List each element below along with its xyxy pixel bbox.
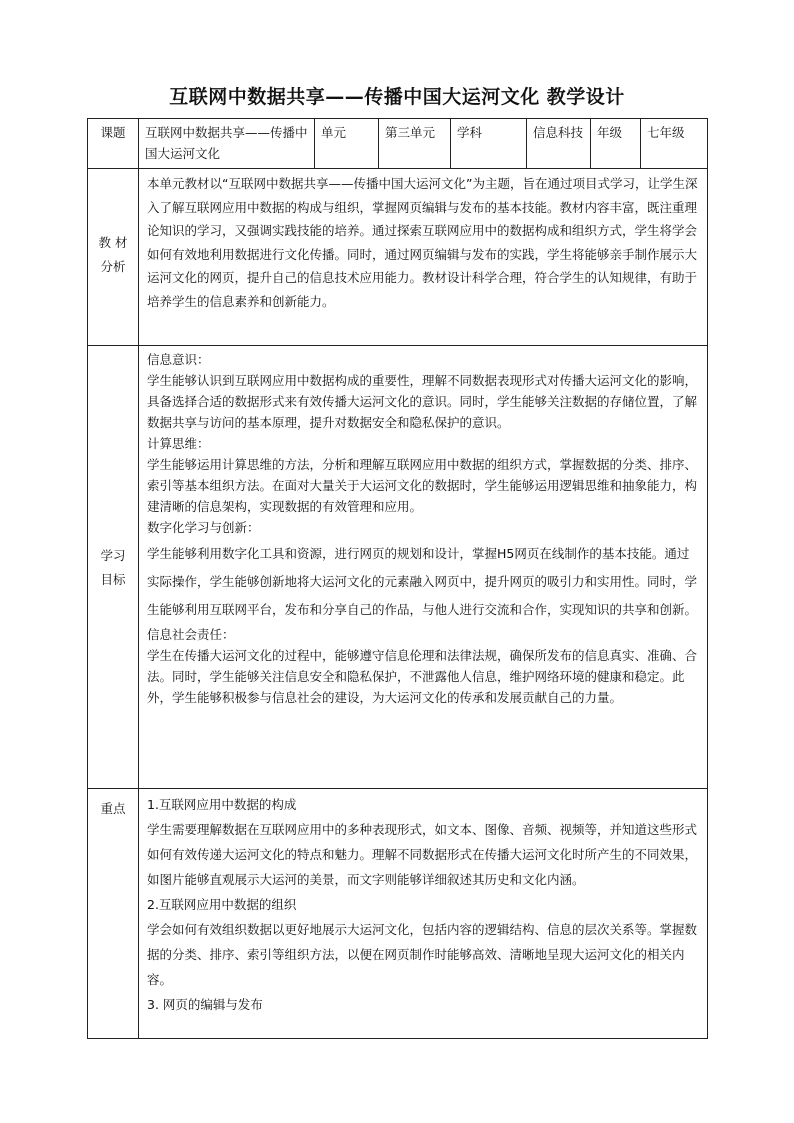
keypoint-text-2: 学会如何有效组织数据以更好地展示大运河文化，包括内容的逻辑结构、信息的层次关系等。掌握数据的分类、排序、索引等组织方法，以便在网页制作时能够高效、清晰地呈现大运河文化的相关内容。 [147, 922, 698, 987]
analysis-label [88, 169, 139, 346]
unit-label: 单元 [315, 119, 379, 169]
subject-value: 信息科技 [527, 119, 591, 169]
keypoint-heading-3: 3. 网页的编辑与发布 [147, 997, 263, 1012]
keypoint-heading-1: 1.互联网应用中数据的构成 [147, 797, 297, 812]
lesson-plan-table [87, 118, 708, 1039]
objective-heading-computing: 计算思维： [147, 436, 210, 451]
keypoint-text-1: 学生需要理解数据在互联网应用中的多种表现形式，如文本、图像、音频、视频等，并知道这些形式如何有效传递大运河文化的特点和魅力。理解不同数据形式在传播大运河文化时所产生的不同效果，如图片能够直观展示大运河的美景，而文字则能够详细叙述其历史和文化内涵。 [147, 822, 698, 887]
objective-text-computing: 学生能够运用计算思维的方法，分析和理解互联网应用中数据的组织方式，掌握数据的分类、排序、索引等基本组织方法。在面对大量关于大运河文化的数据时，学生能够运用逻辑思维和抽象能力，构建清晰的信息架构，实现数据的有效管理和应用。 [147, 457, 698, 514]
analysis-text: 本单元教材以“互联网中数据共享——传播中国大运河文化”为主题，旨在通过项目式学习，让学生深入了解互联网应用中数据的构成与组织，掌握网页编辑与发布的基本技能。教材内容丰富，既注重理论知识的学习，又强调实践技能的培养。通过探索互联网应用中的数据构成和组织方式，学生将学会如何有效地利用数据进行文化传播。同时，通过网页编辑与发布的实践，学生将能够亲手制作展示大运河文化的网页，提升自己的信息技术应用能力。教材设计科学合理，符合学生的认知规律，有助于培养学生的信息素养和创新能力。 [147, 176, 698, 309]
objectives-label [88, 346, 139, 789]
unit-value: 第三单元 [379, 119, 451, 169]
topic-label: 课题 [88, 119, 139, 169]
subject-label: 学科 [451, 119, 527, 169]
keypoint-heading-2: 2.互联网应用中数据的组织 [147, 897, 297, 912]
objectives-row [88, 346, 708, 789]
page-title: 互联网中数据共享——传播中国大运河文化 教学设计 [169, 86, 625, 108]
objective-heading-digital: 数字化学习与创新： [147, 520, 260, 535]
keypoints-row [88, 789, 708, 1039]
objectives-content [139, 346, 708, 789]
analysis-label-line2: 分析 [100, 259, 126, 274]
keypoints-label: 重点 [88, 789, 139, 1039]
grade-label: 年级 [591, 119, 641, 169]
objectives-label-line1: 学习 [100, 548, 126, 563]
objectives-label-line2: 目标 [100, 572, 126, 587]
analysis-content [139, 169, 708, 346]
objective-text-responsibility: 学生在传播大运河文化的过程中，能够遵守信息伦理和法律法规，确保所发布的信息真实、准确、合法。同时，学生能够关注信息安全和隐私保护，不泄露他人信息，维护网络环境的健康和稳定。此外，学生能够积极参与信息社会的建设，为大运河文化的传承和发展贡献自己的力量。 [147, 648, 698, 705]
header-row [88, 119, 708, 169]
analysis-label-line1: 教 材 [98, 235, 128, 250]
keypoints-content [139, 789, 708, 1039]
objective-text-info: 学生能够认识到互联网应用中数据构成的重要性，理解不同数据表现形式对传播大运河文化的影响，具备选择合适的数据形式来有效传播大运河文化的意识。同时，学生能够关注数据的存储位置，了解数据共享与访问的基本原理，提升对数据安全和隐私保护的意识。 [147, 373, 698, 430]
objective-heading-info: 信息意识： [147, 352, 210, 367]
grade-value: 七年级 [641, 119, 708, 169]
objective-heading-responsibility: 信息社会责任： [147, 627, 235, 642]
analysis-row [88, 169, 708, 346]
topic-value: 互联网中数据共享——传播中国大运河文化 [139, 119, 315, 169]
objective-text-digital: 学生能够利用数字化工具和资源，进行网页的规划和设计，掌握H5网页在线制作的基本技能。通过实际操作，学生能够创新地将大运河文化的元素融入网页中，提升网页的吸引力和实用性。同时，学生能够利用互联网平台，发布和分享自己的作品，与他人进行交流和合作，实现知识的共享和创新。 [147, 546, 698, 617]
